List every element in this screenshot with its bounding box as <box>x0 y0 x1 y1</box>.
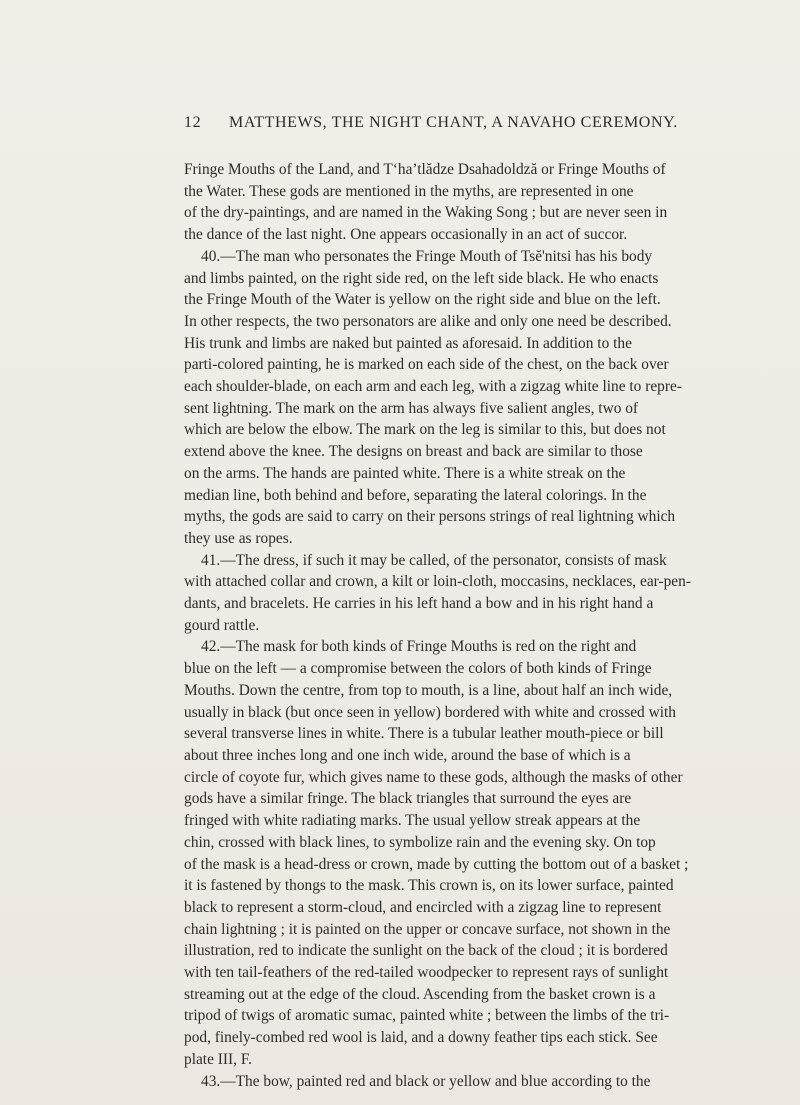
text-line: 42.—The mask for both kinds of Fringe Mouths is red on the right and <box>201 638 637 656</box>
text-line: dants, and bracelets. He carries in his left hand a bow and in his right hand a <box>184 595 654 613</box>
text-line: the Fringe Mouth of the Water is yellow on the right side and blue on the left. <box>184 291 661 309</box>
paragraph-40 <box>184 246 682 550</box>
page-header <box>184 114 678 136</box>
text-line: blue on the left — a compromise between the colors of both kinds of Fringe <box>184 660 652 678</box>
text-line: myths, the gods are said to carry on their persons strings of real lightning which <box>184 508 676 526</box>
text-line: chin, crossed with black lines, to symbolize rain and the evening sky. On top <box>184 833 656 851</box>
text-line: fringed with white radiating marks. The usual yellow streak appears at the <box>184 812 641 830</box>
text-line: of the mask is a head-dress or crown, made by cutting the bottom out of a basket ; <box>184 855 689 873</box>
paragraph-intro <box>184 159 668 246</box>
text-line: median line, both behind and before, separating the lateral colorings. In the <box>184 486 647 504</box>
text-line: 41.—The dress, if such it may be called, of the personator, consists of mask <box>201 551 667 569</box>
text-line: plate III, F. <box>184 1050 253 1068</box>
text-line: about three inches long and one inch wide, around the base of which is a <box>184 746 631 764</box>
text-line: and limbs painted, on the right side red, on the left side black. He who enacts <box>184 269 659 287</box>
text-line: streaming out at the edge of the cloud. Ascending from the basket crown is a <box>184 985 656 1003</box>
text-line: gods have a similar fringe. The black triangles that surround the eyes are <box>184 790 632 808</box>
text-line: gourd rattle. <box>184 616 260 634</box>
text-line: the dance of the last night. One appears occasionally in an act of succor. <box>184 226 628 244</box>
text-line: with attached collar and crown, a kilt or loin-cloth, moccasins, necklaces, ear-pen- <box>184 573 691 591</box>
text-line: sent lightning. The mark on the arm has always five salient angles, two of <box>184 399 639 417</box>
text-line: Mouths. Down the centre, from top to mouth, is a line, about half an inch wide, <box>184 681 673 699</box>
body-text <box>184 159 691 1092</box>
text-line: In other respects, the two personators are alike and only one need be described. <box>184 312 672 330</box>
text-line: Fringe Mouths of the Land, and Tʻha’tlădze Dsahadoldză or Fringe Mouths of <box>184 161 666 178</box>
text-line: each shoulder-blade, on each arm and each leg, with a zigzag white line to repre- <box>184 378 682 396</box>
text-line: circle of coyote fur, which gives name to these gods, although the masks of other <box>184 768 683 786</box>
text-line: illustration, red to indicate the sunlight on the back of the cloud ; it is bordered <box>184 942 668 960</box>
text-line: extend above the knee. The designs on breast and back are similar to those <box>184 443 643 461</box>
text-line: pod, finely-combed red wool is laid, and a downy feather tips each stick. See <box>184 1029 658 1047</box>
text-line: several transverse lines in white. There is a tubular leather mouth-piece or bill <box>184 725 664 743</box>
text-line: His trunk and limbs are naked but painted as aforesaid. In addition to the <box>184 334 632 352</box>
text-line: which are below the elbow. The mark on the leg is similar to this, but does not <box>184 421 666 439</box>
text-line: chain lightning ; it is painted on the upper or concave surface, not shown in the <box>184 920 671 938</box>
text-line: tripod of twigs of aromatic sumac, painted white ; between the limbs of the tri- <box>184 1007 670 1025</box>
text-line: usually in black (but once seen in yellow) bordered with white and crossed with <box>184 703 676 721</box>
running-head: MATTHEWS, THE NIGHT CHANT, A NAVAHO CEREMONY. <box>229 114 678 131</box>
text-line: of the dry-paintings, and are named in the Waking Song ; but are never seen in <box>184 204 668 222</box>
text-line: parti-colored painting, he is marked on each side of the chest, on the back over <box>184 356 669 374</box>
text-line: it is fastened by thongs to the mask. This crown is, on its lower surface, painted <box>184 877 674 895</box>
paragraph-42 <box>184 636 689 1070</box>
text-line: with ten tail-feathers of the red-tailed woodpecker to represent rays of sunlight <box>184 964 669 982</box>
text-line: they use as ropes. <box>184 529 293 547</box>
paragraph-41 <box>184 550 691 637</box>
text-line: black to represent a storm-cloud, and encircled with a zigzag line to represent <box>184 898 662 916</box>
text-line: 43.—The bow, painted red and black or yellow and blue according to the <box>201 1072 651 1090</box>
paragraph-43 <box>184 1071 651 1093</box>
text-line: on the arms. The hands are painted white. There is a white streak on the <box>184 464 626 482</box>
page-number: 12 <box>184 114 202 131</box>
text-line: the Water. These gods are mentioned in the myths, are represented in one <box>184 182 634 200</box>
text-line: 40.—The man who personates the Fringe Mouth of Tsĕ'nitsi has his body <box>201 247 653 265</box>
